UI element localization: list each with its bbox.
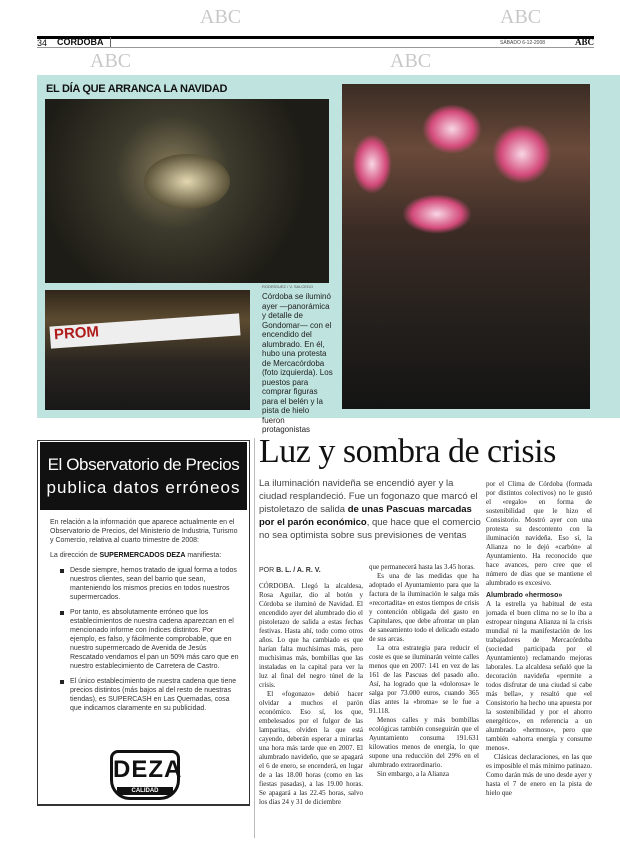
column-divider	[254, 438, 255, 838]
paragraph: por el Clima de Córdoba (formada por distintos colectivos) no le gustó el «regalo» en forma de sostenibilidad que le hizo el Consistorio. Mostró ayer con una protesta su descontento con la iluminación navideña. Eso sí, la Alianza no le dejó «carbón» al Ayuntamiento. Ha reconocido que hace avances, pero cree que el número de días que se mantiene el alumbrado es excesivo.	[486, 480, 592, 587]
photo-panoramic-square	[45, 99, 329, 283]
photo-street-lights	[342, 84, 590, 409]
deck-text: La iluminación navideña se encendió ayer y la ciudad resplandeció. Fue un fogonazo que marcó el pistoletazo de salida	[259, 478, 478, 515]
header-rule	[37, 36, 594, 39]
article-column-2	[369, 563, 479, 779]
ad-title-line1: El Observatorio de Precios	[47, 455, 240, 474]
byline-prefix: POR	[259, 567, 275, 574]
paragraph: CÓRDOBA. Llegó la alcaldesa, Rosa Aguilar, dio al botón y Córdoba se iluminó de Navidad. El encendido ayer del alumbrado dio el pistoletazo de salida a estas fechas festivas. Hasta ahí, todo como otros años. Lo que ha cambiado es que harían falta muchísimas más, pero muchísimas más, bombillas que las instaladas en la capital para ver la luz al final del negro túnel de la crisis.	[259, 582, 363, 689]
photo-credit: RODRÍGUEZ / V. SALCEDO	[262, 284, 313, 289]
deck-bold: de unas Pascuas marcadas por el parón económico	[259, 504, 472, 528]
ad-direction	[50, 551, 240, 560]
paragraph: Sin embargo, a la Alianza	[377, 770, 449, 778]
paragraph: A la estrella ya habitual de esta jornada el buen clima no se lo iba a estropear ninguna Alianza ni la crisis mundial ni la manifestación de los trabajadores de Mercacórdoba (sociedad participada por el Ayuntamiento) reclamando mejoras laborales. La alcaldesa señaló que la decoración navideña «permite a todos disfrutar de una ciudad si cabe más bella», y resaltó que «el Consistorio ha hecho una apuesta por la sostenibilidad y por el ahorro energético», en referencia a un alumbrado «hermoso», pero que también «ahorra energía y consume menos».	[486, 600, 592, 752]
watermark: ABC	[90, 50, 132, 72]
ad-body	[50, 518, 240, 719]
protest-banner: PROM	[49, 313, 240, 348]
ad-bullet: El único establecimiento de nuestra cadena que tiene precios distintos (más bajos al del resto de nuestras tiendas), es SUPERCASH en Las Quemadas, cosa que indicamos claramente en su publicidad.	[58, 677, 240, 713]
ad-direction-prefix: La dirección de	[50, 552, 98, 559]
paragraph: Clásicas declaraciones, en las que es imposible el más mínimo patinazo. Como darán más de uno desde ayer y hasta el 7 de enero en la pista de hielo que	[486, 753, 592, 797]
watermark: ABC	[200, 6, 242, 28]
photo-caption: Córdoba se iluminó ayer —panorámica y detalle de Gondomar— con el encendido del alumbrado. En él, hubo una protesta de Mercacórdoba (foto izquierda). Los puestos para comprar figuras para el belén y la pista de hielo fueron protagonistas	[262, 292, 333, 434]
article-column-3	[486, 480, 592, 798]
photo-section-title: EL DÍA QUE ARRANCA LA NAVIDAD	[46, 83, 228, 95]
paragraph: Es una de las medidas que ha adoptado el Ayuntamiento para que la factura de la iluminación le salga más «recortadita» en estos tiempos de crisis y contención obligada del gasto en Capitulares, que debe afrontar un plan de saneamiento todo el delicado estado de sus arcas.	[369, 572, 479, 643]
watermark: ABC	[390, 50, 432, 72]
issue-date: SÁBADO 6-12-2008	[500, 40, 546, 46]
article-subhead: Alumbrado «hermoso»	[486, 592, 563, 599]
article-deck	[259, 477, 481, 542]
article-headline: Luz y sombra de crisis	[259, 433, 556, 470]
article-column-1	[259, 582, 363, 807]
watermark: ABC	[500, 6, 542, 28]
ad-intro: En relación a la información que aparece actualmente en el Observatorio de Precios, del Ministerio de Industria, Turismo y Comercio, relativa al cuarto trimestre de 2008:	[50, 519, 238, 544]
newspaper-logo: ABC	[575, 37, 595, 47]
deck-text: , que hace que el comercio no sea optimista sobre sus previsiones de ventas	[259, 517, 481, 541]
ad-headline	[40, 442, 247, 510]
byline	[259, 567, 321, 574]
ad-direction-suffix: manifiesta:	[187, 552, 222, 559]
page-number: 34	[37, 38, 48, 48]
byline-authors: B. L. / A. R. V.	[276, 567, 321, 574]
deza-logo-text: DEZA	[113, 756, 183, 783]
ad-bullet: Desde siempre, hemos tratado de igual forma a todos nuestros clientes, sean del barrio que sean, manteniendo los mismos precios en todos nuestros supermercados.	[58, 566, 240, 602]
paragraph: La otra estrategia para reducir el coste es que se iluminarán veinte calles menos que en 2007: 141 en vez de las 161 de las Pascuas del pasado año. Así, ha logrado que la «dolorosa» le salga por 73.000 euros, cuando 365 días antes la «broma» se le fue a 91.118.	[369, 644, 480, 715]
deza-logo-subtext: CALIDAD	[117, 787, 173, 795]
ad-company: SUPERMERCADOS DEZA	[99, 552, 186, 559]
ad-title-line2: publica datos erróneos	[46, 478, 241, 497]
paragraph: El «fogonazo» debió hacer olvidar a muchos el parón económico. Eso sí, los que, embelesados por el fulgor de las lamparitas, olviden la que está cayendo, deberán esperar a mirarlas una hora más tarde que en 2007. El alumbrado navideño, que se apagará el 6 de enero, se encenderá, en lugar de a las 18.00 horas (como en las fiestas pasadas), a las 19.00 horas. Se apagará a las 22.45 horas, salvo los días 24 y 31 de diciembre	[259, 690, 363, 806]
photo-protest	[45, 290, 250, 410]
deza-logo	[110, 750, 183, 800]
ad-bullet: Por tanto, es absolutamente erróneo que los establecimientos de nuestra cadena aparezcan en el mencionado informe con índices distintos. Por ejemplo, es falso, y fácilmente comprobable, que en nuestro supermercado de Avenida de Jesús Rescatado vendamos el pan un 50% más caro que en nuestro establecimiento de Carretera de Castro.	[58, 608, 240, 671]
paragraph: Menos calles y más bombillas ecológicas también conseguirán que el Ayuntamiento consuma 191.631 kilowatios menos de energía, lo que supone una reducción del 29% en el alumbrado extraordinario.	[369, 716, 479, 769]
section-name: CÓRDOBA	[57, 37, 111, 47]
paragraph: que permanecerá hasta las 3.45 horas.	[369, 563, 475, 571]
